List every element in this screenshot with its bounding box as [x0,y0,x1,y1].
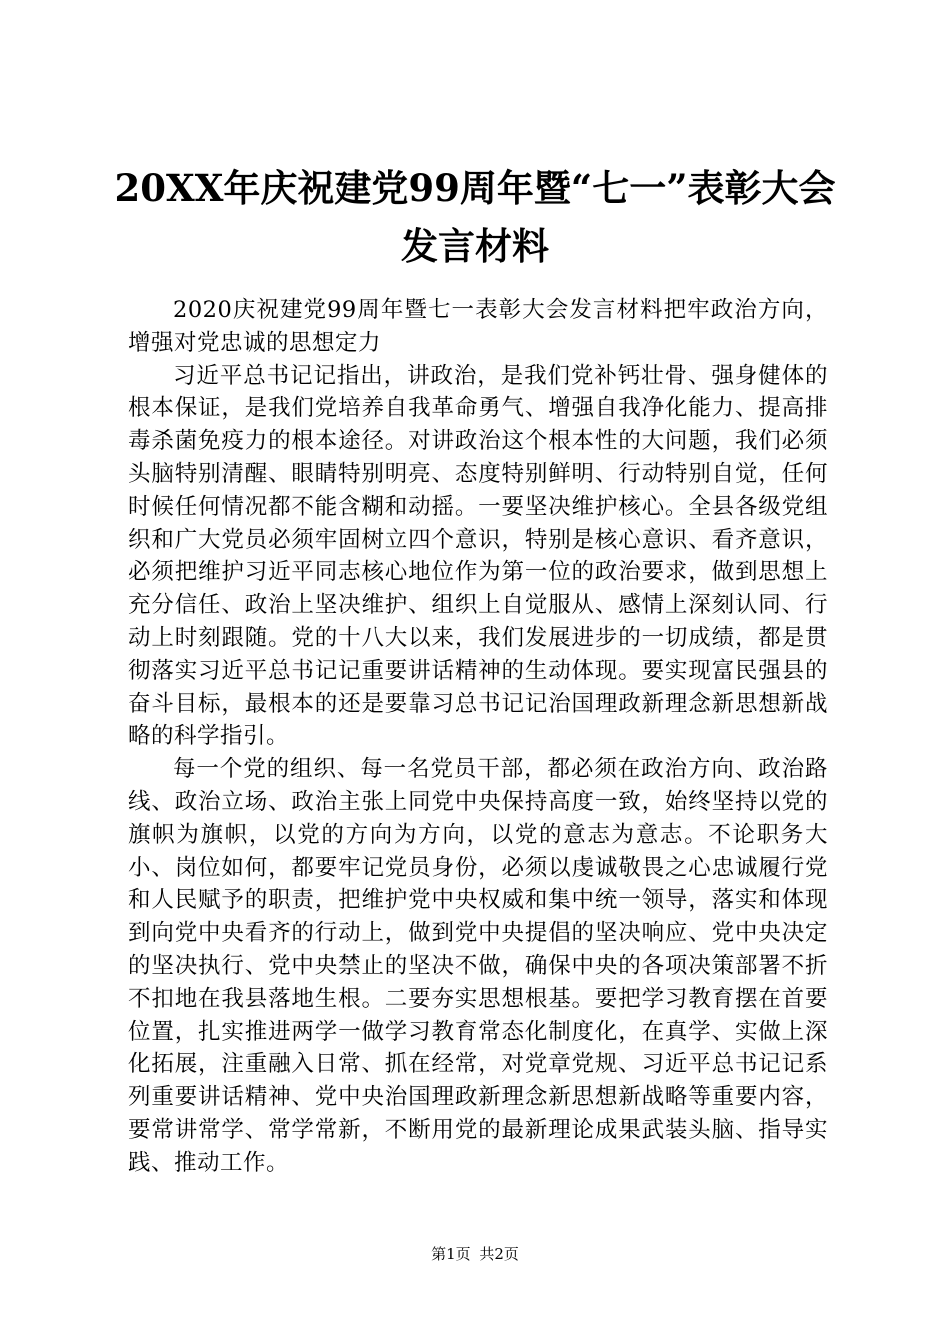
page-number: 第1页 [431,1245,471,1263]
paragraph-1: 习近平总书记记指出，讲政治，是我们党补钙壮骨、强身健体的根本保证，是我们党培养自我革命勇气、增强自我净化能力、提高排毒杀菌免疫力的根本途径。对讲政治这个根本性的大问题，我们必须头脑特别清醒、眼睛特别明亮、态度特别鲜明、行动特别自觉，任何时候任何情况都不能含糊和动摇。一要坚决维护核心。全县各级党组织和广大党员必须牢固树立四个意识，特别是核心意识、看齐意识，必须把维护习近平同志核心地位作为第一位的政治要求，做到思想上充分信任、政治上坚决维护、组织上自觉服从、感情上深刻认同、行动上时刻跟随。党的十八大以来，我们发展进步的一切成绩，都是贯彻落实习近平总书记记重要讲话精神的生动体现。要实现富民强县的奋斗目标，最根本的还是要靠习总书记记治国理政新理念新思想新战略的科学指引。 [128,362,828,750]
document-title-line-1: 20XX年庆祝建党99周年暨“七一”表彰大会 [114,166,836,210]
paragraph-intro: 2020庆祝建党99周年暨七一表彰大会发言材料把牢政治方向，增强对党忠诚的思想定力 [128,297,828,356]
document-title-line-2: 发言材料 [401,224,549,268]
page-footer [0,1244,950,1264]
document-body [128,294,828,1180]
page-total: 共2页 [479,1245,519,1263]
paragraph-2: 每一个党的组织、每一名党员干部，都必须在政治方向、政治路线、政治立场、政治主张上同党中央保持高度一致，始终坚持以党的旗帜为旗帜，以党的方向为方向，以党的意志为意志。不论职务大小、岗位如何，都要牢记党员身份，必须以虔诚敬畏之心忠诚履行党和人民赋予的职责，把维护党中央权威和集中统一领导，落实和体现到向党中央看齐的行动上，做到党中央提倡的坚决响应、党中央决定的坚决执行、党中央禁止的坚决不做，确保中央的各项决策部署不折不扣地在我县落地生根。二要夯实思想根基。要把学习教育摆在首要位置，扎实推进两学一做学习教育常态化制度化，在真学、实做上深化拓展，注重融入日常、抓在经常，对党章党规、习近平总书记记系列重要讲话精神、党中央治国理政新理念新思想新战略等重要内容，要常讲常学、常学常新，不断用党的最新理论成果武装头脑、指导实践、推动工作。 [128,756,828,1176]
